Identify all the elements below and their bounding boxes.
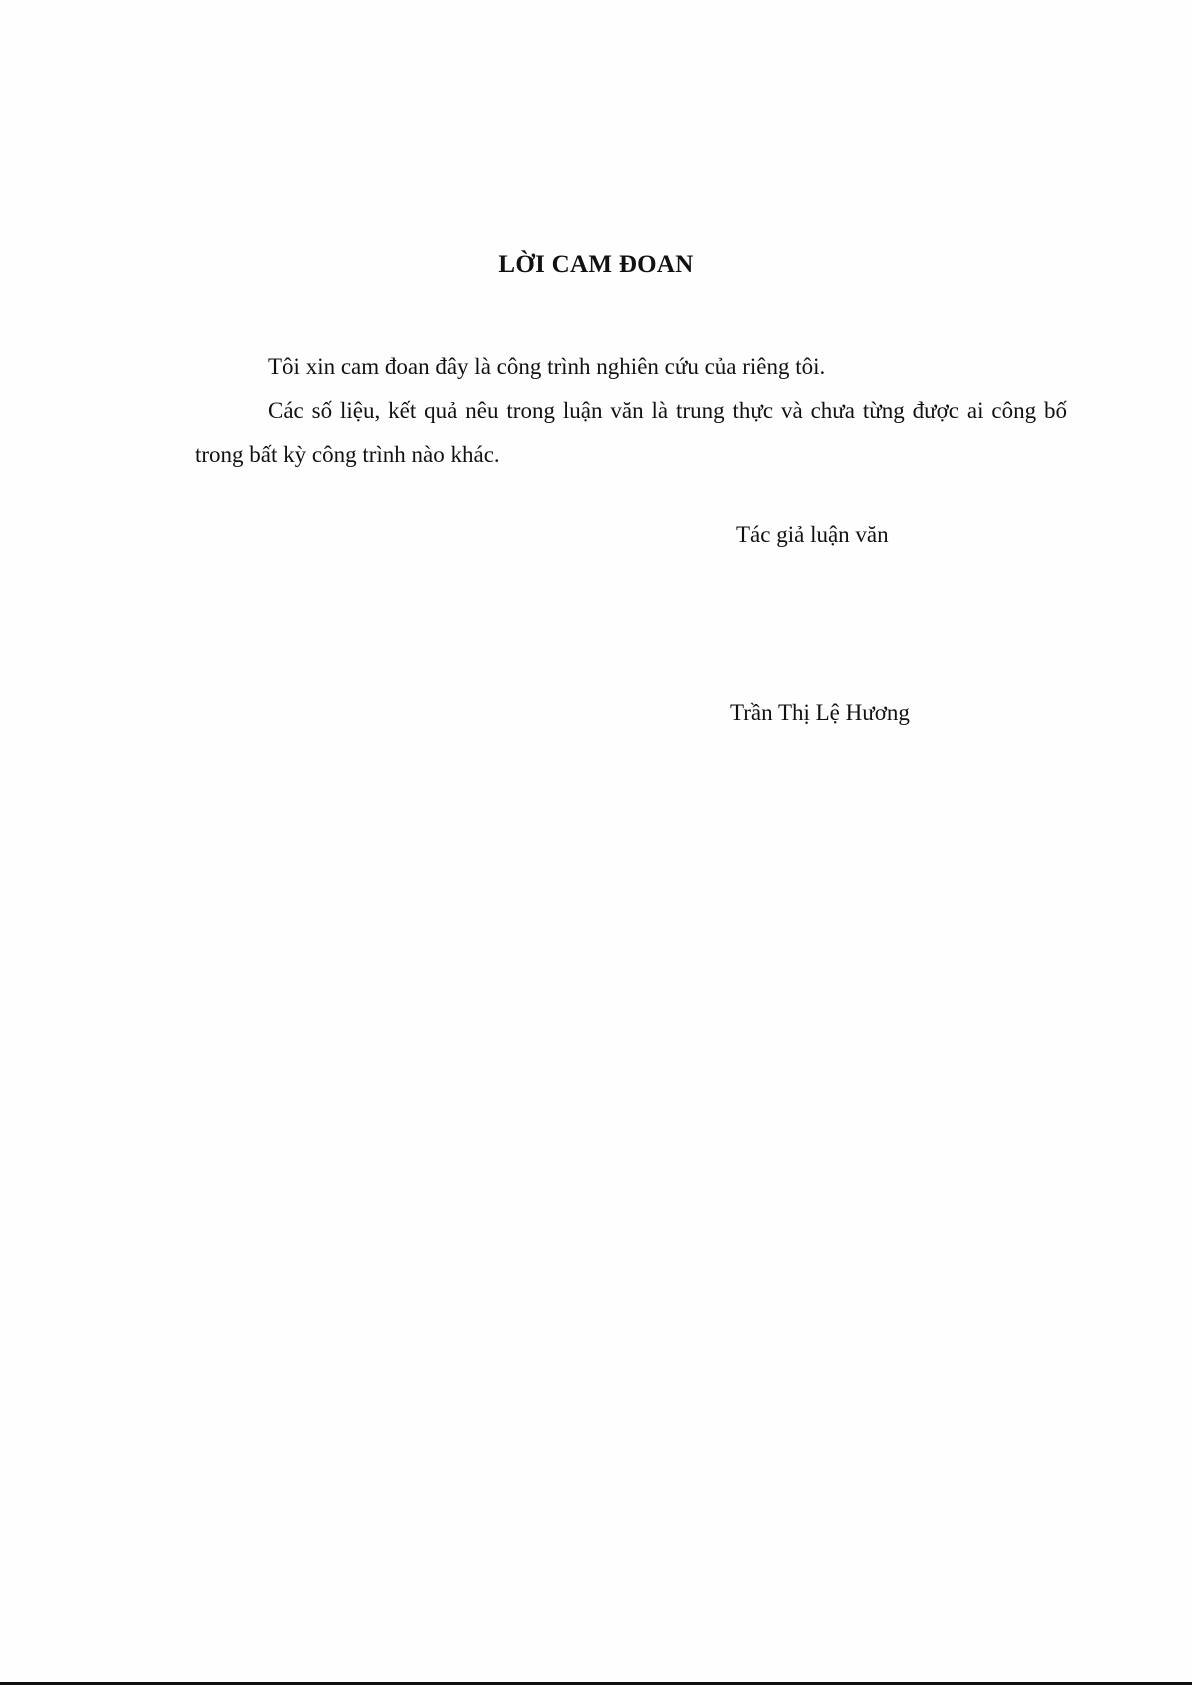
declaration-paragraph-2: Các số liệu, kết quả nêu trong luận văn là trung thực và chưa từng được ai công bố trong bất kỳ công trình nào khác. <box>195 398 1067 467</box>
signature-label: Tác giả luận văn <box>736 522 889 547</box>
declaration-body <box>195 345 1067 477</box>
declaration-paragraph-1: Tôi xin cam đoan đây là công trình nghiên cứu của riêng tôi. <box>268 354 826 379</box>
page-title: LỜI CAM ĐOAN <box>498 251 694 278</box>
author-name: Trần Thị Lệ Hương <box>730 700 910 725</box>
